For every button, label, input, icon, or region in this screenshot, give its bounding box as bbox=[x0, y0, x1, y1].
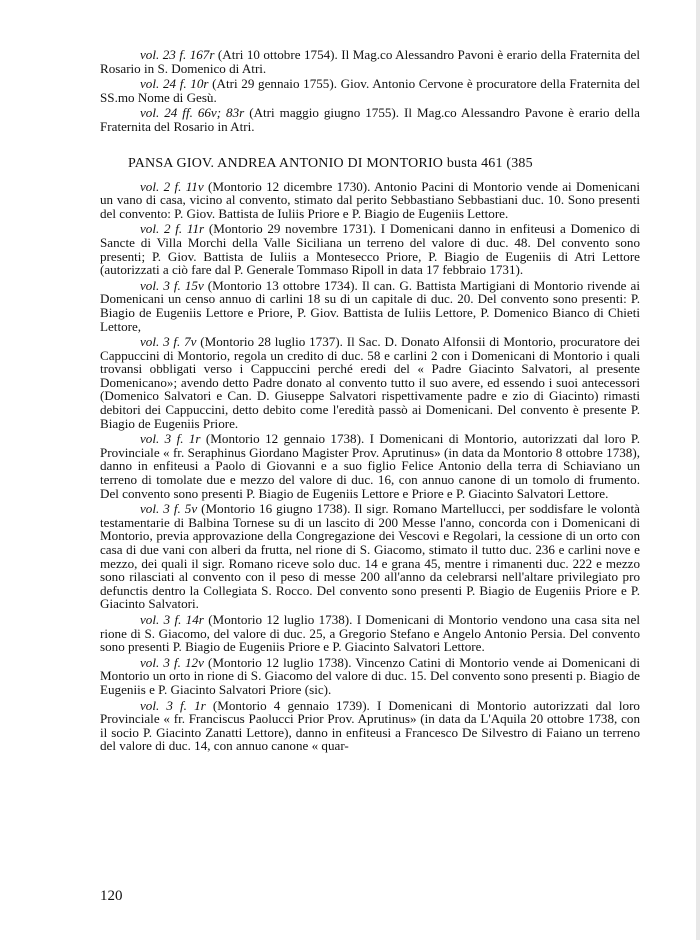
volume-reference: vol. 3 f. 1r bbox=[140, 697, 206, 713]
archive-entry bbox=[100, 656, 640, 697]
archive-entry bbox=[100, 699, 640, 753]
archive-entry bbox=[100, 106, 640, 133]
volume-reference: vol. 3 f. 5v bbox=[140, 501, 198, 517]
volume-reference: vol. 2 f. 11v bbox=[140, 178, 204, 194]
volume-reference: vol. 3 f. 7v bbox=[140, 334, 197, 350]
entry-text: (Atri maggio giugno 1755). Il Mag.co Alessandro Pavone è erario della Fraternita del Rosario in Atri. bbox=[100, 105, 640, 134]
archive-entry bbox=[100, 279, 640, 333]
entry-text: (Montorio 29 novembre 1731). I Domenicani danno in enfiteusi a Domenico di Sancte di Villa Morchi della Valle Siciliana un terreno del valore di duc. 48. Del convento sono presenti; P. Giov. Battista de Iuliis a Montesecco Priore, P. Biagio de Eugeniis di Atri Lettore (autorizzati a ciò fare dal P. Generale Tommaso Ripoll in data 17 febbraio 1731). bbox=[100, 221, 640, 278]
entry-text: (Atri 10 ottobre 1754). Il Mag.co Alessandro Pavoni è erario della Fraternita del Rosario in S. Domenico di Atri. bbox=[100, 47, 640, 76]
volume-reference: vol. 3 f. 14r bbox=[140, 611, 204, 627]
archive-entry bbox=[100, 48, 640, 75]
archive-entry bbox=[100, 502, 640, 611]
entry-text: (Montorio 12 gennaio 1738). I Domenicani di Montorio, autorizzati dal loro P. Provinciale « fr. Seraphinus Giordano Magister Prov. Aprutinus» (in data da Montorio 8 ottobre 1738), danno in enfiteusi a Paolo di Giovanni e a suo figlio Felice Antonio della terra di Schiaviano un terreno di tomolate due e mezzo del valore di duc. 16, con annuo canone di un tomolo di frumento. Del convento sono presenti P. Biagio de Eugeniis Lettore e Priore e P. Giacinto Salvatori Lettore. bbox=[100, 431, 640, 501]
entry-text: (Montorio 28 luglio 1737). Il Sac. D. Donato Alfonsii di Montorio, procuratore dei Cappuccini di Montorio, regola un credito di duc. 58 e carlini 2 con i Domenicani di Montorio i quali trovansi obbligati verso i Cappuccini perché eredi del « Padre Giacinto Salvatori, al presente Domenicano»; avendo detto Padre donato al convento tutto il suo avere, ed essendo i suoi antecessori (Domenico Salvatori e Can. D. Giuseppe Salvatori rispettivamente padre e zio di Giacinto) rimasti debitori dei Cappuccini, detto debito come l'eredità passò ai Domenicani. Del convento è presente P. Biagio de Eugeniis Priore. bbox=[100, 334, 640, 431]
archive-entry bbox=[100, 222, 640, 276]
volume-reference: vol. 3 f. 15v bbox=[140, 277, 204, 293]
section-heading: PANSA GIOV. ANDREA ANTONIO DI MONTORIO busta 461 (385 bbox=[128, 155, 533, 171]
volume-reference: vol. 3 f. 12v bbox=[140, 654, 204, 670]
volume-reference: vol. 3 f. 1r bbox=[140, 431, 201, 447]
document-page bbox=[100, 48, 640, 755]
volume-reference: vol. 24 f. 10r bbox=[140, 76, 209, 92]
archive-entry bbox=[100, 335, 640, 430]
entry-text: (Montorio 12 dicembre 1730). Antonio Pacini di Montorio vende ai Domenicani un vano di casa, vicino al convento, stimato dal perito Sebbastiano Sebbastiani duc. 10. Sono presenti del convento: P. Giov. Battista de Iuliis Priore e P. Biagio de Eugeniis Lettore. bbox=[100, 178, 640, 221]
archive-entry bbox=[100, 613, 640, 654]
entry-text: (Atri 29 gennaio 1755). Giov. Antonio Cervone è procuratore della Fraternita del SS.mo Nome di Gesù. bbox=[100, 76, 640, 105]
archive-entry bbox=[100, 180, 640, 221]
entry-text: (Montorio 12 luglio 1738). Vincenzo Catini di Montorio vende ai Domenicani di Montorio un orto in rione di S. Giacomo del valore di duc. 15. Del convento sono presenti p. Biagio de Eugeniis e P. Giacinto Salvatori Priore (sic). bbox=[100, 654, 640, 697]
volume-reference: vol. 23 f. 167r bbox=[140, 47, 215, 62]
archive-entry bbox=[100, 77, 640, 104]
archive-entry bbox=[100, 432, 640, 500]
page-edge-shadow bbox=[696, 0, 700, 940]
entry-text: (Montorio 16 giugno 1738). Il sigr. Romano Martellucci, per soddisfare le volontà testamentarie di Balbina Tornese su di un lascito di 200 Messe l'anno, concorda con i Domenicani di Montorio, previa approvazione della Congregazione dei Vescovi e Regolari, la cessione di un orto con casa di due vani con alberi da frutta, nel rione di S. Giacomo, stimato il tutto duc. 236 e carlini nove e mezzo, dei quali il sigr. Romano riceve solo duc. 14 e grana 45, mentre i rimanenti duc. 222 e mezzo sono rilasciati al convento con il peso di messe 200 all'anno da celebrarsi nell'altare privilegiato pro defunctis dentro la Collegiata S. Rocco. Del convento sono presenti P. Biagio de Eugeniis Priore e P. Giacinto Salvatori. bbox=[100, 501, 640, 612]
page-number: 120 bbox=[100, 888, 123, 904]
entry-text: (Montorio 13 ottobre 1734). Il can. G. Battista Martigiani di Montorio rivende ai Domenicani un censo annuo di carlini 18 su di un capitale di duc. 20. Del convento sono presenti: P. Biagio de Eugeniis Lettore e Priore, P. Giov. Battista de Iuliis Lettore, P. Domenico Bianco di Chieti Lettore, bbox=[100, 277, 640, 334]
volume-reference: vol. 2 f. 11r bbox=[140, 221, 205, 237]
volume-reference: vol. 24 ff. 66v; 83r bbox=[140, 105, 245, 121]
entry-text: (Montorio 4 gennaio 1739). I Domenicani di Montorio autorizzati dal loro Provinciale « fr. Franciscus Paolucci Prior Prov. Aprutinus» (in data da L'Aquila 20 ottobre 1738, con il socio P. Giacinto Zanatti Lettore), danno in enfiteusi a Francesco De Silvestro di Faiano un terreno del valore di duc. 14, con annuo canone « quar- bbox=[100, 697, 640, 754]
entry-text: (Montorio 12 luglio 1738). I Domenicani di Montorio vendono una casa sita nel rione di S. Giacomo, del valore di duc. 25, a Gregorio Stefano e Angelo Antonio Persia. Del convento sono presenti P. Biagio de Eugeniis Priore e P. Giacinto Salvatori Lettore. bbox=[100, 611, 640, 655]
